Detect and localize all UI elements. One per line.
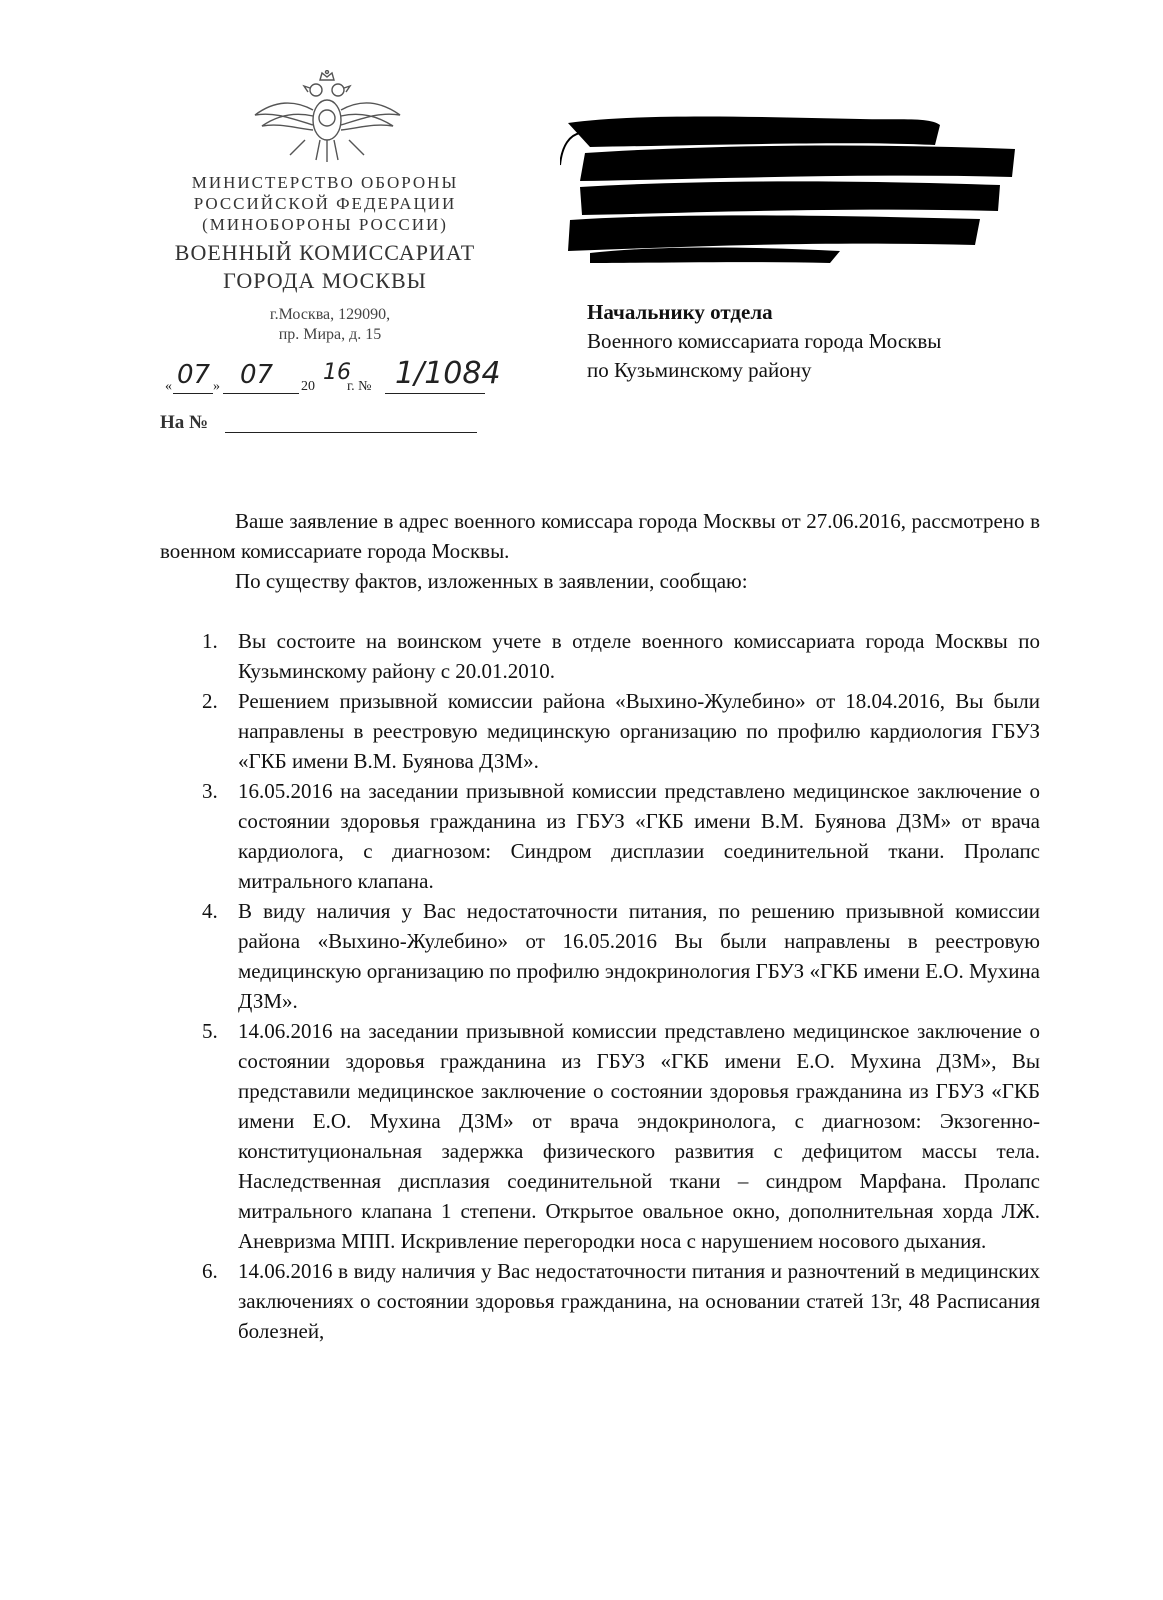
reply-to-label: На № [160,412,209,433]
org-line-1: МИНИСТЕРСТВО ОБОРОНЫ [191,173,459,192]
org-line-5: ГОРОДА МОСКВЫ [223,268,427,293]
list-item-text: 14.06.2016 в виду наличия у Вас недостаточности питания и разночтений в медицинских заключениях о состоянии здоровья гражданина, на основании статей 13г, 48 Расписания болезней, [238,1259,1040,1343]
list-item [160,896,1040,1016]
org-line-4: ВОЕННЫЙ КОМИССАРИАТ [174,240,476,265]
date-day: 07 [177,360,211,390]
address-line-1: г.Москва, 129090, [269,306,391,323]
outgoing-date-number: « 07 » 07 20 16 г. № 1/1084 [165,356,501,394]
date-year-suffix: 16 [323,360,351,385]
list-item-number: 3. [202,779,218,803]
year-label: г. № [347,379,372,394]
recipient-block [587,298,1057,385]
intro-paragraph: Ваше заявление в адрес военного комиссара города Москвы от 27.06.2016, рассмотрено в военном комиссариате города Москвы. [160,509,1040,563]
list-item-text: 14.06.2016 на заседании призывной комиссии представлено медицинское заключение о состоянии здоровья гражданина из ГБУЗ «ГКБ имени Е.О. Мухина ДЗМ», Вы представили медицинское заключение о состоянии здоровья гражданина из ГБУЗ «ГКБ имени Е.О. Мухина ДЗМ» от врача эндокринолога, с диагнозом: Экзогенно-конституциональная задержка физического развития с дефицитом массы тела. Наследственная дисплазия соединительной ткани – синдром Марфана. Пролапс митрального клапана 1 степени. Открытое овальное окно, дополнительная хорда ЛЖ. Аневризма МПП. Искривление перегородки носа с нарушением носового дыхания. [238,1019,1040,1253]
list-item-number: 6. [202,1259,218,1283]
list-item-text: В виду наличия у Вас недостаточности питания, по решению призывной комиссии района «Выхино-Жулебино» от 16.05.2016 Вы были направлены в реестровую медицинскую организацию по профилю эндокринология ГБУЗ «ГКБ имени Е.О. Мухина ДЗМ». [238,899,1040,1013]
list-item-number: 1. [202,629,218,653]
list-item [160,776,1040,896]
facts-list [160,626,1040,1346]
list-item [160,1016,1040,1256]
list-item [160,626,1040,686]
sender-address [240,305,420,345]
date-year-prefix: 20 [301,379,315,394]
eagle-emblem-icon [250,70,405,165]
organization-header [160,172,490,295]
redacted-address-block [560,105,1020,265]
org-line-2: РОССИЙСКОЙ ФЕДЕРАЦИИ [193,194,457,213]
registration-number: 1/1084 [395,356,501,391]
list-item-number: 5. [202,1019,218,1043]
list-item [160,1256,1040,1346]
date-month: 07 [240,360,274,390]
list-item-text: Решением призывной комиссии района «Выхино-Жулебино» от 18.04.2016, Вы были направлены в реестровую медицинскую организацию по профилю кардиология ГБУЗ «ГКБ имени В.М. Буянова ДЗМ». [238,689,1040,773]
list-item [160,686,1040,776]
list-item-text: 16.05.2016 на заседании призывной комиссии представлено медицинское заключение о состоянии здоровья гражданина из ГБУЗ «ГКБ имени В.М. Буянова ДЗМ» от врача кардиолога, с диагнозом: Синдром дисплазии соединительной ткани. Пролапс митрального клапана. [238,779,1040,893]
letter-body [160,506,1040,1346]
recipient-line-3: по Кузьминскому району [587,358,812,382]
address-line-2: пр. Мира, д. 15 [278,326,382,343]
recipient-title: Начальнику отдела [587,300,773,324]
reply-to-underline [225,432,477,433]
list-item-text: Вы состоите на воинском учете в отделе военного комиссариата города Москвы по Кузьминскому району с 20.01.2010. [238,629,1040,683]
org-line-3: (МИНОБОРОНЫ РОССИИ) [202,215,448,234]
list-item-number: 2. [202,689,218,713]
list-item-number: 4. [202,899,218,923]
recipient-line-2: Военного комиссариата города Москвы [587,329,942,353]
intro-paragraph-2: По существу фактов, изложенных в заявлении, сообщаю: [235,569,748,593]
